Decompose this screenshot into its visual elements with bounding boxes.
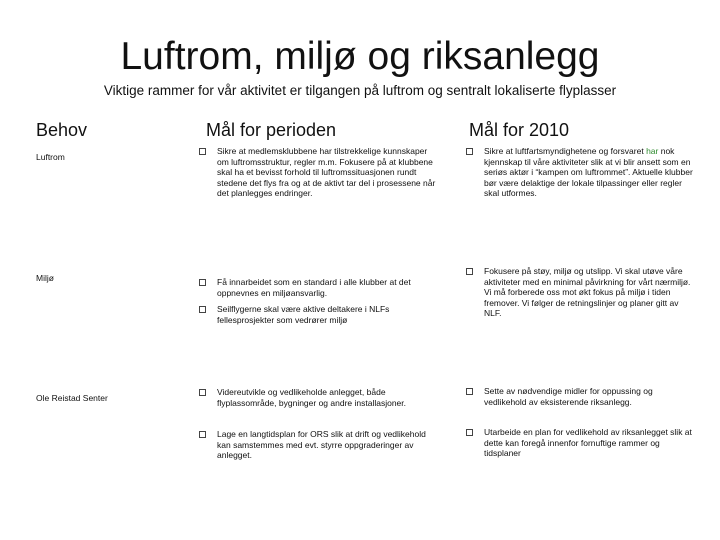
checkbox-bullet-icon [466, 388, 473, 395]
bullet-text: Sette av nødvendige midler for oppussing og vedlikehold av eksisterende riksanlegg. [484, 386, 653, 407]
list-item [466, 146, 706, 199]
bullet-text: Seilflygerne skal være aktive deltakere i NLFs fellesprosjekter som vedrører miljø [217, 304, 390, 325]
row-label-luftrom: Luftrom [36, 152, 65, 162]
slide-subtitle: Viktige rammer for vår aktivitet er tilgangen på luftrom og sentralt lokaliserte flyplasser [103, 83, 617, 98]
row-label-ole-reistad-senter: Ole Reistad Senter [36, 393, 108, 403]
list-item [466, 427, 706, 459]
list-item [199, 146, 449, 199]
list-item [199, 277, 449, 298]
list-item [199, 304, 449, 325]
checkbox-bullet-icon [199, 389, 206, 396]
highlighted-word: har [646, 146, 659, 156]
checkbox-bullet-icon [466, 429, 473, 436]
bullet-text: Få innarbeidet som en standard i alle klubber at det oppnevnes en miljøansvarlig. [217, 277, 411, 298]
list-item [466, 266, 706, 319]
checkbox-bullet-icon [466, 148, 473, 155]
list-item [199, 387, 449, 408]
bullet-text: Sikre at luftfartsmyndighetene og forsvaret har nok kjennskap til våre aktiviteter slik at vi blir ansett som en seriøs aktør i “kampen om luftrommet”. Aktuelle klubber bør være delaktige der lokale tilpassinger eller regler skal utformes. [484, 146, 693, 198]
checkbox-bullet-icon [466, 268, 473, 275]
slide-title: Luftrom, miljø og riksanlegg [120, 35, 600, 78]
list-item [199, 429, 449, 461]
bullet-text: Videreutvikle og vedlikeholde anlegget, både flyplassområde, bygninger og andre installasjoner. [217, 387, 407, 408]
column-header-behov: Behov [36, 120, 88, 140]
list-item [466, 386, 706, 407]
bullet-text: Sikre at medlemsklubbene har tilstrekkelige kunnskaper om luftromsstruktur, regler m.m. Fokusere på at klubbene skal ha et bevisst forhold til luftromssituasjonen rundt stedene det flys fra og at de aktivt tar del i prosessene når det planlegges endringer. [217, 146, 436, 198]
checkbox-bullet-icon [199, 306, 206, 313]
column-header-perioden: Mål for perioden [206, 120, 337, 140]
checkbox-bullet-icon [199, 148, 206, 155]
checkbox-bullet-icon [199, 279, 206, 286]
bullet-text: Utarbeide en plan for vedlikehold av riksanlegget slik at dette kan foregå innenfor fornuftige rammer og tidsplaner [484, 427, 692, 458]
bullet-text: Lage en langtidsplan for ORS slik at drift og vedlikehold kan samstemmes med evt. styrre oppgraderinger av anlegget. [217, 429, 426, 460]
bullet-text: Fokusere på støy, miljø og utslipp. Vi skal utøve våre aktiviteter med en minimal påvirkning for vårt nærmiljø. Vi må forberede oss mot økt fokus på miljø i tiden fremover. Vi følger de retningslinjer og planer gitt av NLF. [484, 266, 691, 318]
checkbox-bullet-icon [199, 431, 206, 438]
column-header-mal-2010: Mål for 2010 [469, 120, 570, 140]
row-label-miljo: Miljø [36, 273, 54, 283]
